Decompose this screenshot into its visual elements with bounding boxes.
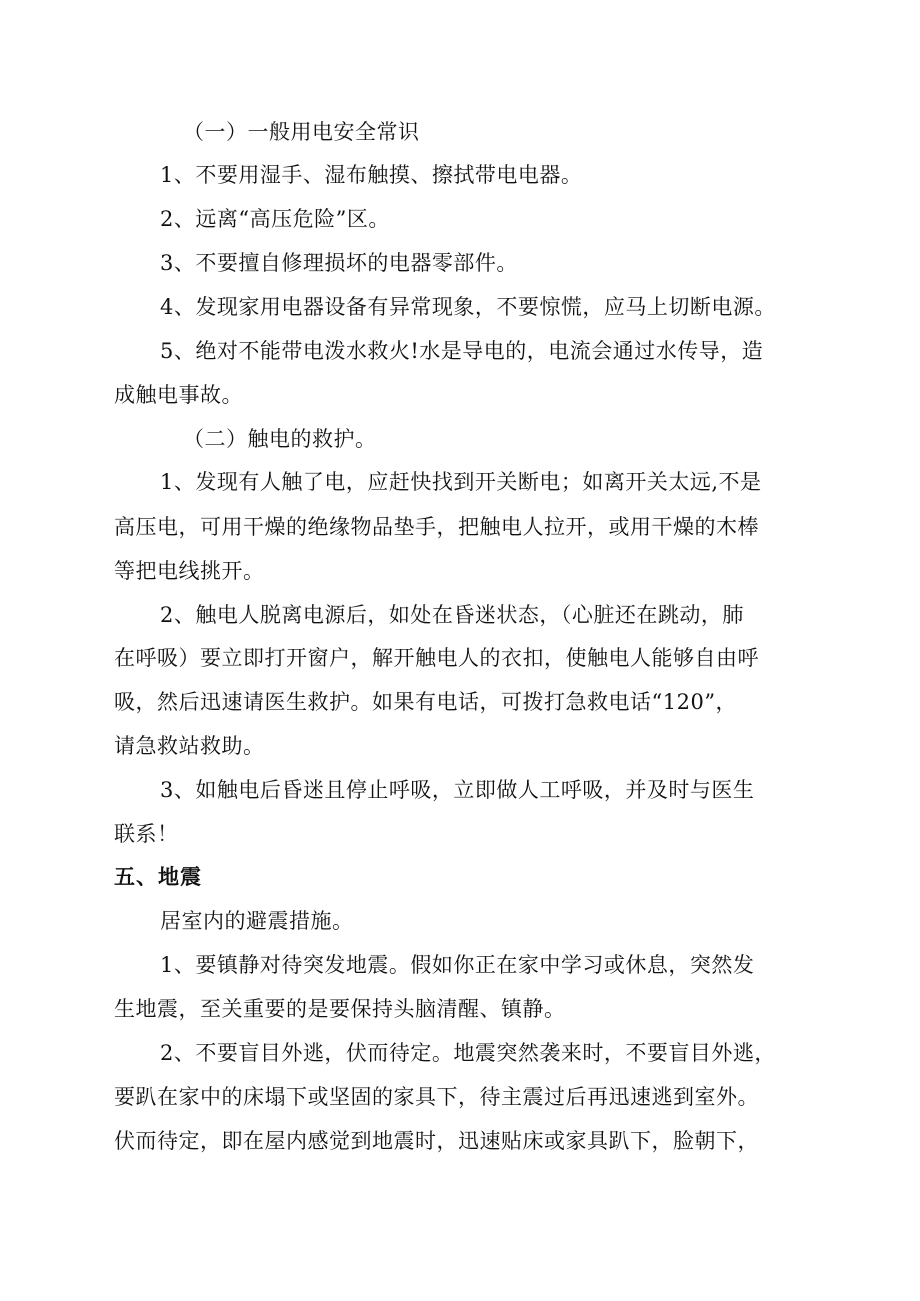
paragraph-line: 等把电线挑开。: [114, 559, 265, 583]
section-heading-general-safety: （一）一般用电安全常识: [183, 120, 420, 144]
paragraph-line: 2、远离“高压危险”区。: [160, 207, 390, 231]
paragraph-line: 要趴在家中的床塌下或坚固的家具下，待主震过后再迅速逃到室外。: [114, 1085, 759, 1109]
paragraph-line: 在呼吸）要立即打开窗户，解开触电人的衣扣，使触电人能够自由呼: [114, 646, 759, 670]
paragraph-line: 联系！: [114, 822, 179, 846]
paragraph-line: 4、发现家用电器设备有异常现象，不要惊慌，应马上切断电源。: [160, 295, 776, 319]
subheading-indoor-measures: 居室内的避震措施。: [160, 909, 354, 933]
paragraph-line: 2、不要盲目外逃，伏而待定。地震突然袭来时，不要盲目外逃，: [160, 1041, 776, 1065]
paragraph-line: 2、触电人脱离电源后，如处在昏迷状态，（心脏还在跳动，肺: [160, 603, 744, 627]
paragraph-line: 1、发现有人触了电，应赶快找到开关断电；如离开关太远,不是: [160, 470, 762, 494]
section-heading-electric-shock-rescue: （二）触电的救护。: [183, 427, 377, 451]
paragraph-line: 3、如触电后昏迷且停止呼吸，立即做人工呼吸，并及时与医生: [160, 778, 755, 802]
paragraph-line: 吸，然后迅速请医生救护。如果有电话，可拨打急救电话“120”，: [114, 690, 738, 714]
paragraph-line: 高压电，可用干燥的绝缘物品垫手，把触电人拉开，或用干燥的木棒: [114, 515, 759, 539]
paragraph-line: 3、不要擅自修理损坏的电器零部件。: [160, 251, 518, 275]
paragraph-line: 请急救站救助。: [114, 734, 265, 758]
section-heading-earthquake: 五、地震: [114, 865, 202, 889]
paragraph-line: 伏而待定，即在屋内感觉到地震时，迅速贴床或家具趴下，脸朝下，: [114, 1129, 759, 1153]
paragraph-line: 1、不要用湿手、湿布触摸、擦拭带电电器。: [160, 163, 583, 187]
paragraph-line: 1、要镇静对待突发地震。假如你正在家中学习或休息，突然发: [160, 953, 755, 977]
paragraph-line: 生地震，至关重要的是要保持头脑清醒、镇静。: [114, 997, 566, 1021]
paragraph-line: 成触电事故。: [114, 383, 243, 407]
paragraph-line: 5、绝对不能带电泼水救火!水是导电的，电流会通过水传导，造: [160, 339, 764, 363]
